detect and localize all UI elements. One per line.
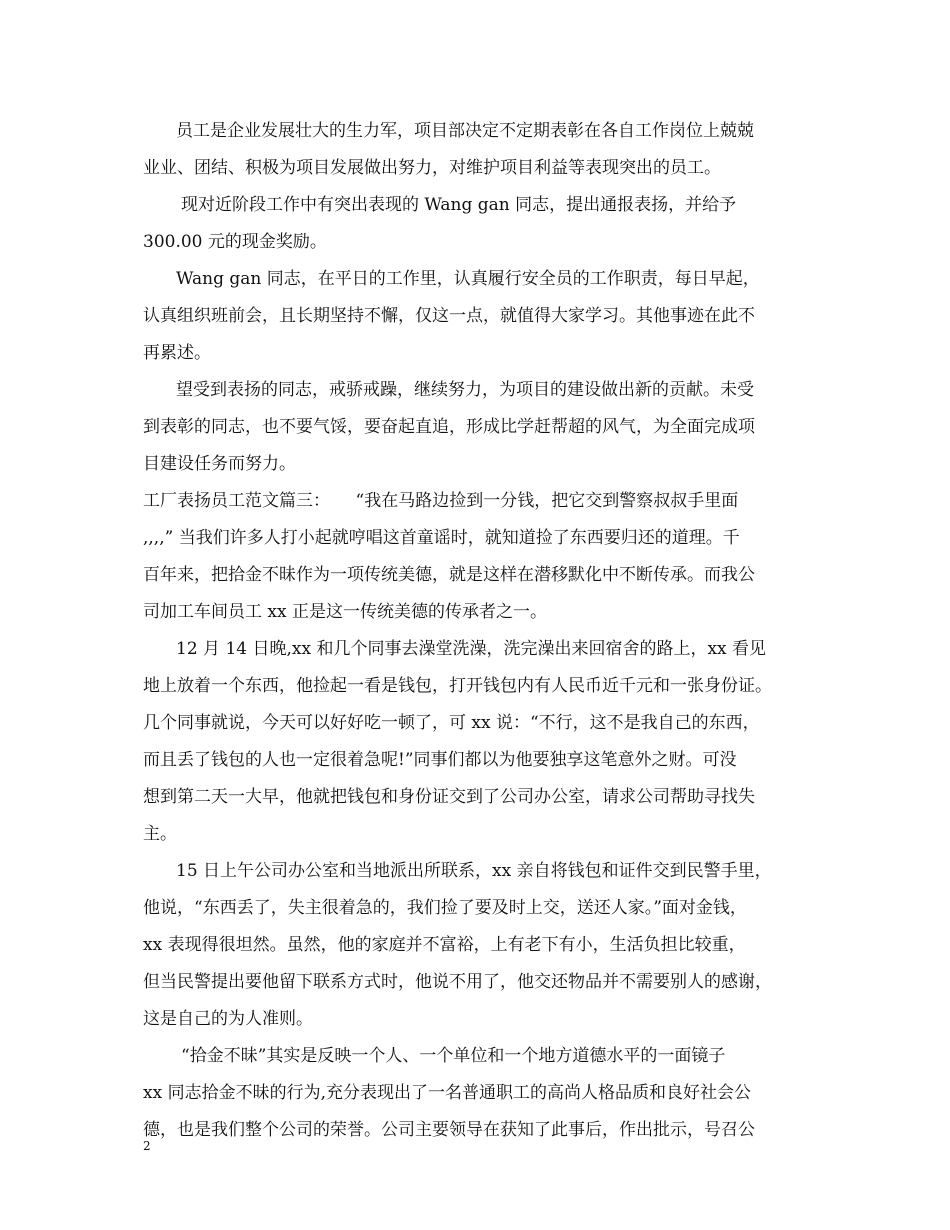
text-line: 300.00 元的现金奖励。 xyxy=(143,232,327,252)
text-line: 再累述。 xyxy=(143,343,211,363)
text-line: 目建设任务而努力。 xyxy=(143,454,296,474)
text-line: 而且丢了钱包的人也一定很着急呢!”同事们都以为他要独享这笔意外之财。可没 xyxy=(143,750,737,770)
text-line: 地上放着一个东西，他捡起一看是钱包，打开钱包内有人民币近千元和一张身份证。 xyxy=(143,676,772,696)
text-line: 望受到表扬的同志，戒骄戒躁，继续努力，为项目的建设做出新的贡献。未受 xyxy=(176,380,754,400)
text-line: 员工是企业发展壮大的生力军，项目部决定不定期表彰在各自工作岗位上兢兢 xyxy=(176,121,754,141)
text-line: 他说，“东西丢了，失主很着急的，我们捡了要及时上交，送还人家。”面对金钱， xyxy=(143,898,747,918)
text-line: 这是自己的为人准则。 xyxy=(143,1009,313,1029)
text-line: 司加工车间员工 xx 正是这一传统美德的传承者之一。 xyxy=(143,602,547,622)
text-line: 业业、团结、积极为项目发展做出努力，对维护项目利益等表现突出的员工。 xyxy=(143,158,721,178)
text-line: 到表彰的同志，也不要气馁，要奋起直追，形成比学赶帮超的风气，为全面完成项 xyxy=(143,417,755,437)
text-line: 德，也是我们整个公司的荣誉。公司主要领导在获知了此事后，作出批示，号召公 xyxy=(143,1120,755,1140)
text-line: 主。 xyxy=(143,824,177,844)
text-line: 15 日上午公司办公室和当地派出所联系，xx 亲自将钱包和证件交到民警手里， xyxy=(176,861,772,881)
text-line: 12 月 14 日晚,xx 和几个同事去澡堂洗澡，洗完澡出来回宿舍的路上，xx 看见 xyxy=(176,639,767,659)
text-line: “拾金不昧”其实是反映一个人、一个单位和一个地方道德水平的一面镜子 xyxy=(181,1046,726,1066)
text-line: 工厂表扬员工范文篇三： “我在马路边捡到一分钱，把它交到警察叔叔手里面 xyxy=(143,491,739,511)
page-number: 2 xyxy=(143,1139,151,1153)
text-line: 认真组织班前会，且长期坚持不懈，仅这一点，就值得大家学习。其他事迹在此不 xyxy=(143,306,755,326)
text-line: 但当民警提出要他留下联系方式时，他说不用了，他交还物品并不需要别人的感谢， xyxy=(143,972,772,992)
text-line: Wang gan 同志，在平日的工作里，认真履行安全员的工作职责，每日早起， xyxy=(176,269,760,289)
text-line: xx 表现得很坦然。虽然，他的家庭并不富裕，上有老下有小，生活负担比较重， xyxy=(143,935,746,955)
text-line: 几个同事就说，今天可以好好吃一顿了，可 xx 说：“不行，这不是我自己的东西， xyxy=(143,713,760,733)
text-line: xx 同志拾金不昧的行为,充分表现出了一名普通职工的高尚人格品质和良好社会公 xyxy=(143,1083,751,1103)
text-line: 想到第二天一大早，他就把钱包和身份证交到了公司办公室，请求公司帮助寻找失 xyxy=(143,787,755,807)
text-line: 百年来，把拾金不昧作为一项传统美德，就是这样在潜移默化中不断传承。而我公 xyxy=(143,565,755,585)
text-line: ,,,,” 当我们许多人打小起就哼唱这首童谣时，就知道捡了东西要归还的道理。千 xyxy=(143,528,740,548)
text-line: 现对近阶段工作中有突出表现的 Wang gan 同志，提出通报表扬，并给予 xyxy=(181,195,737,215)
